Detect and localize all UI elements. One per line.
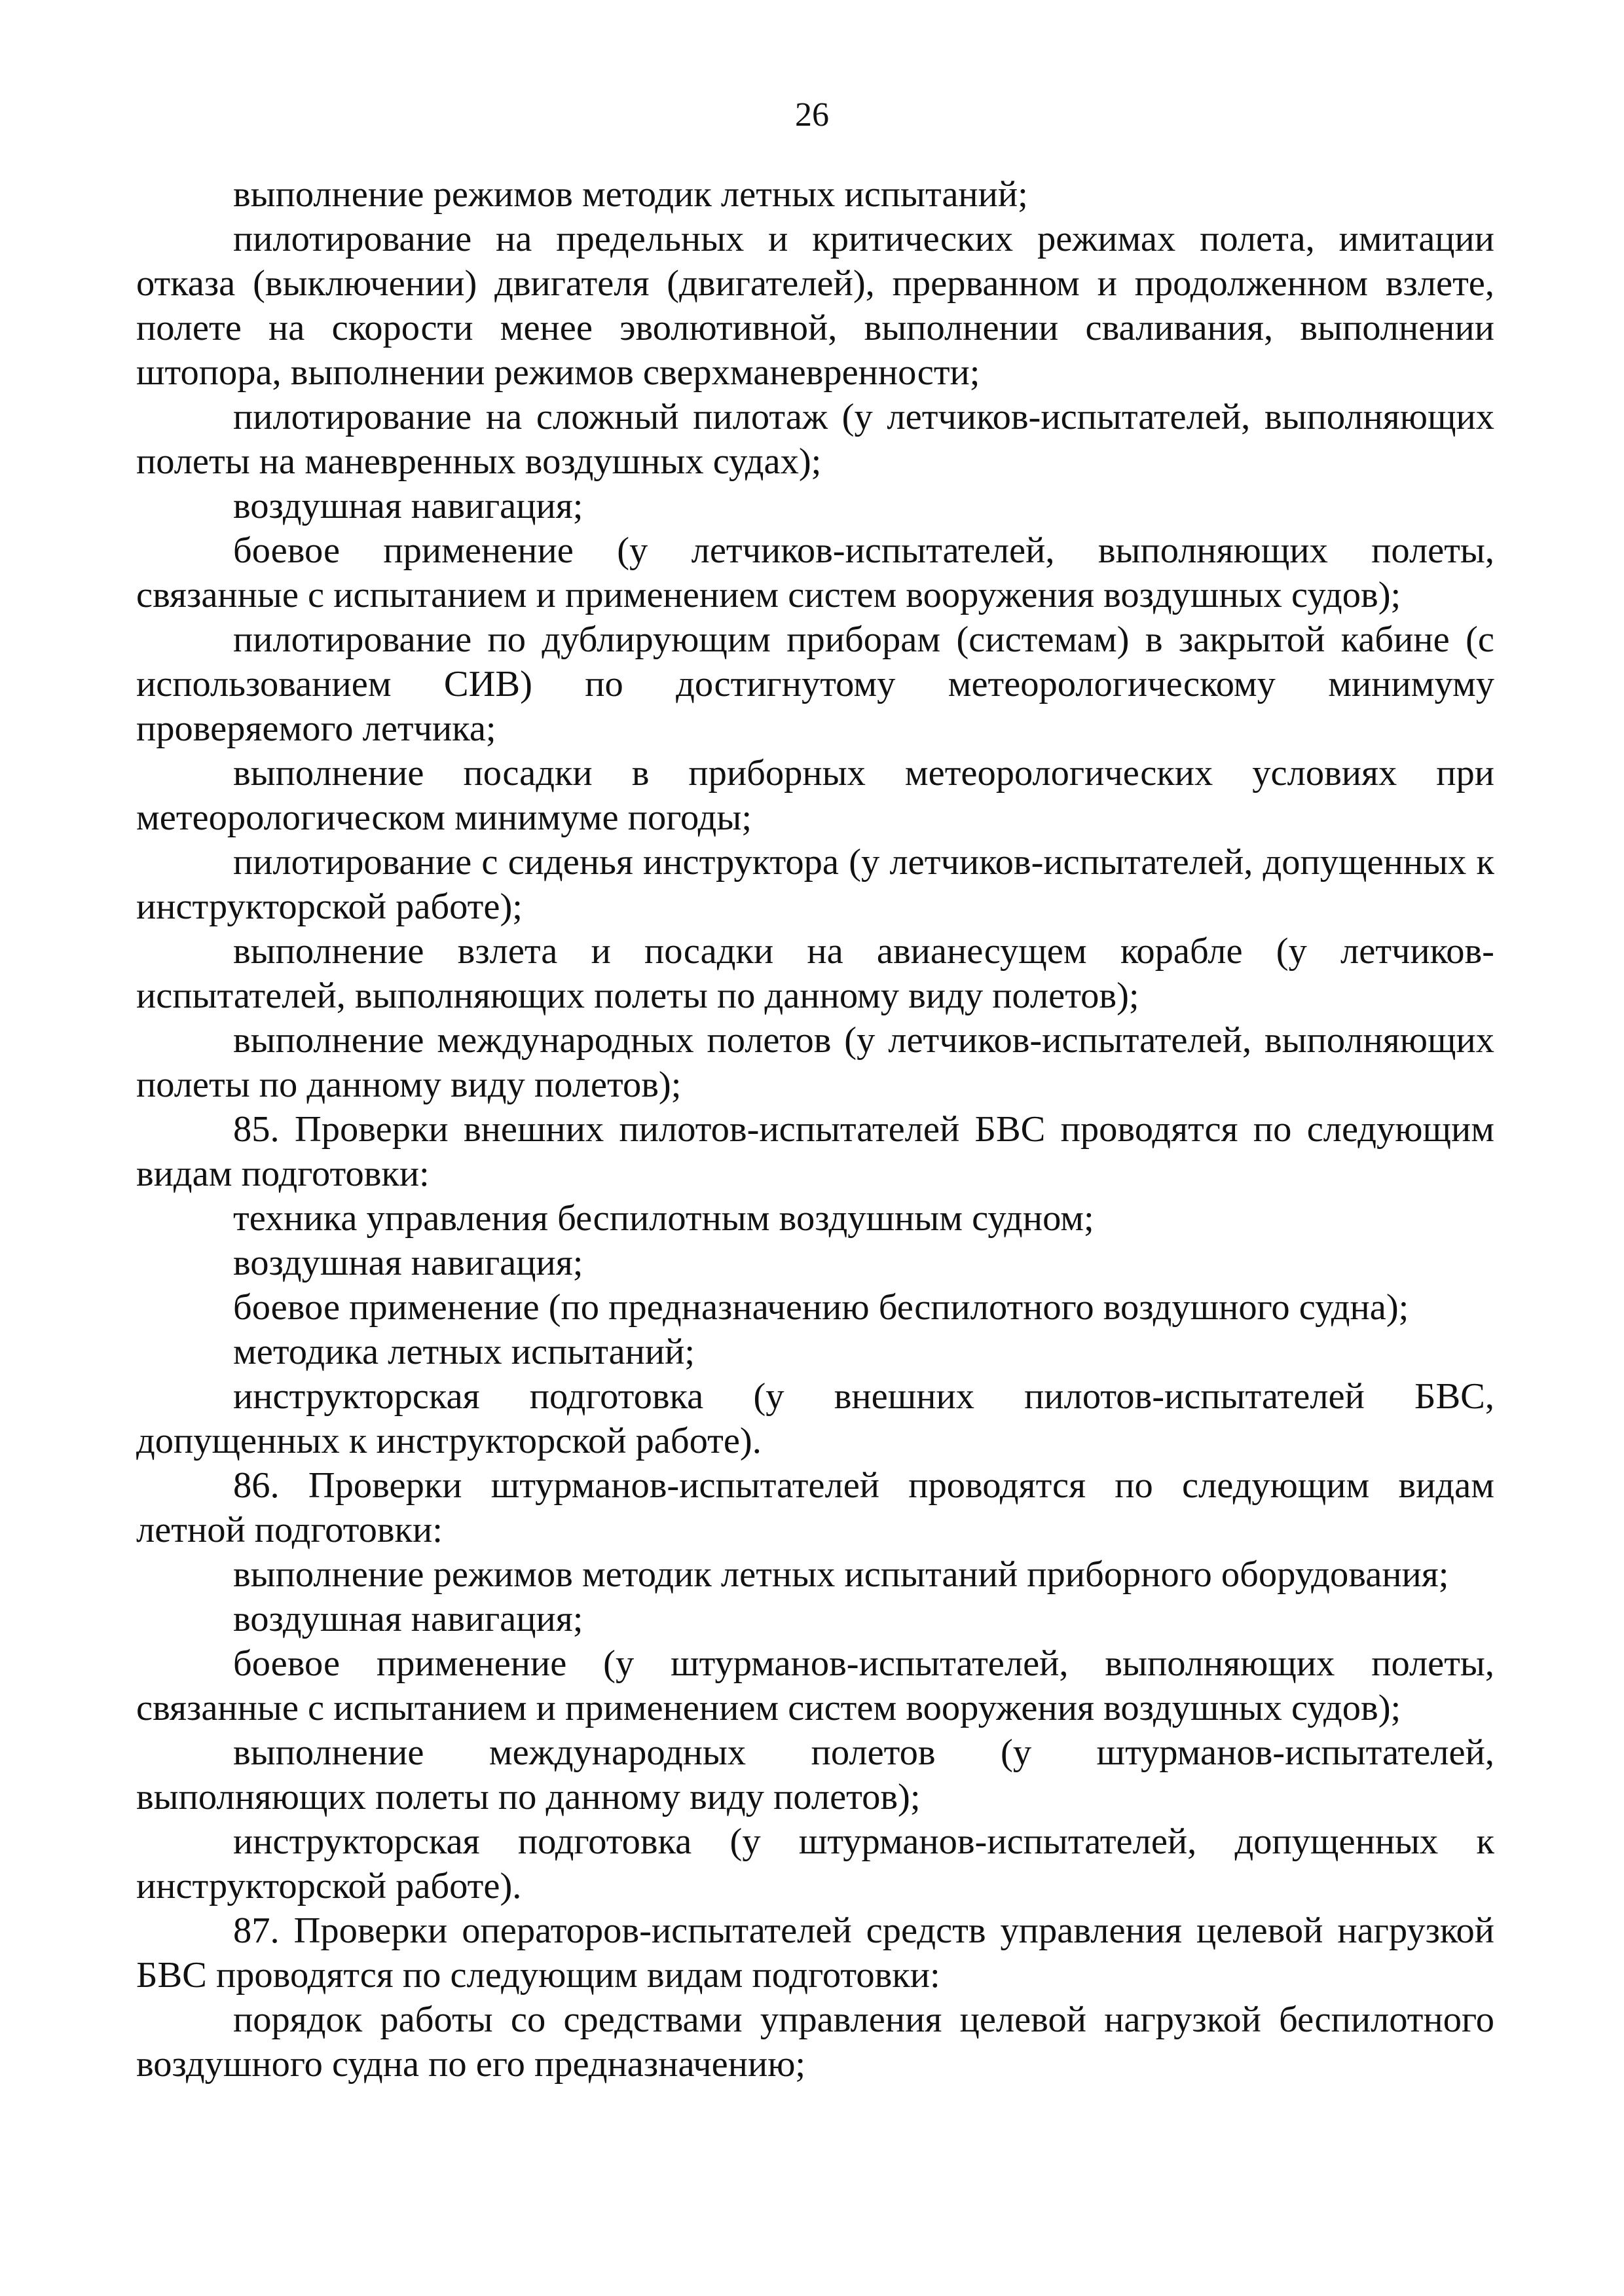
page-number: 26 bbox=[795, 96, 829, 134]
paragraph: воздушная навигация; bbox=[233, 1599, 583, 1639]
paragraph: выполнение международных полетов (у штурманов-испытателей, выполняющих полеты по данному виду полетов); bbox=[136, 1732, 1494, 1817]
paragraph: воздушная навигация; bbox=[233, 486, 583, 526]
paragraph: воздушная навигация; bbox=[233, 1243, 583, 1283]
paragraph: порядок работы со средствами управления целевой нагрузкой беспилотного воздушного судна по его предназначению; bbox=[136, 1999, 1494, 2085]
paragraph: пилотирование по дублирующим приборам (системам) в закрытой кабине (с использованием СИВ) по достигнутому метеорологическому минимуму проверяемого летчика; bbox=[136, 619, 1494, 749]
paragraph: пилотирование на сложный пилотаж (у летчиков-испытателей, выполняющих полеты на маневренных воздушных судах); bbox=[136, 397, 1494, 482]
paragraph: выполнение режимов методик летных испытаний приборного оборудования; bbox=[233, 1554, 1449, 1595]
paragraph: пилотирование с сиденья инструктора (у летчиков-испытателей, допущенных к инструкторской работе); bbox=[136, 842, 1494, 927]
paragraph: инструкторская подготовка (у внешних пилотов-испытателей БВС, допущенных к инструкторской работе). bbox=[136, 1376, 1494, 1461]
section-paragraph-85: 85. Проверки внешних пилотов-испытателей БВС проводятся по следующим видам подготовки: bbox=[136, 1109, 1494, 1194]
paragraph: выполнение взлета и посадки на авианесущем корабле (у летчиков-испытателей, выполняющих полеты по данному виду полетов); bbox=[136, 931, 1494, 1016]
paragraph: инструкторская подготовка (у штурманов-испытателей, допущенных к инструкторской работе). bbox=[136, 1821, 1494, 1906]
paragraph: пилотирование на предельных и критических режимах полета, имитации отказа (выключении) двигателя (двигателей), прерванном и продолженном взлете, полете на скорости менее эволютивной, выполнении сваливания, выполнении штопора, выполнении режимов сверхманевренности; bbox=[136, 219, 1494, 393]
paragraph: боевое применение (у летчиков-испытателей, выполняющих полеты, связанные с испытанием и применением систем вооружения воздушных судов); bbox=[136, 530, 1494, 615]
paragraph: боевое применение (по предназначению беспилотного воздушного судна); bbox=[233, 1287, 1409, 1328]
paragraph: боевое применение (у штурманов-испытателей, выполняющих полеты, связанные с испытанием и применением систем вооружения воздушных судов); bbox=[136, 1643, 1494, 1728]
section-paragraph-87: 87. Проверки операторов-испытателей средств управления целевой нагрузкой БВС проводятся по следующим видам подготовки: bbox=[136, 1910, 1494, 1995]
paragraph: выполнение посадки в приборных метеорологических условиях при метеорологическом минимуме погоды; bbox=[136, 753, 1494, 838]
paragraph: выполнение режимов методик летных испытаний; bbox=[233, 174, 1028, 215]
paragraph: выполнение международных полетов (у летчиков-испытателей, выполняющих полеты по данному виду полетов); bbox=[136, 1020, 1494, 1105]
section-paragraph-86: 86. Проверки штурманов-испытателей проводятся по следующим видам летной подготовки: bbox=[136, 1465, 1494, 1550]
paragraph: техника управления беспилотным воздушным судном; bbox=[233, 1198, 1094, 1239]
paragraph: методика летных испытаний; bbox=[233, 1332, 695, 1372]
document-body bbox=[136, 172, 1494, 2086]
